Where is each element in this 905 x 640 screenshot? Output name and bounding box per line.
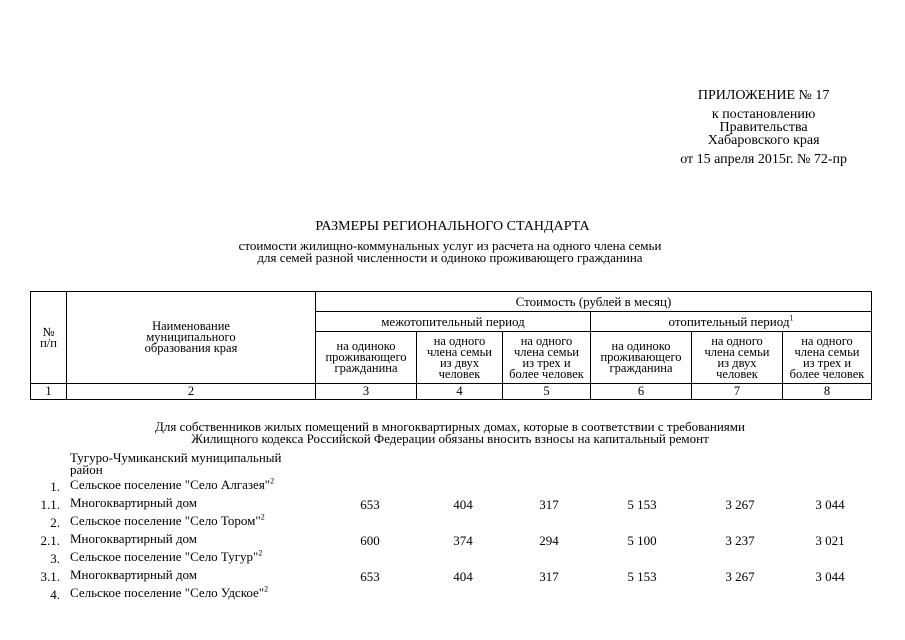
col-three-1: на одного члена семьи из трех и более человек xyxy=(503,332,591,384)
row-value: 374 xyxy=(453,533,473,548)
col-number-4: 4 xyxy=(417,384,503,400)
row-number: 3. xyxy=(50,551,60,566)
row-name-text: Многоквартирный дом xyxy=(70,531,198,546)
row-name xyxy=(70,533,197,545)
subtitle-line-1: стоимости жилищно-коммунальных услуг из расчета на одного члена семьи xyxy=(238,238,662,253)
appendix-line-2: Правительства xyxy=(719,120,808,135)
appendix-line-1: к постановлению xyxy=(711,107,816,122)
row-value: 317 xyxy=(539,497,559,512)
row-name-text: Сельское поселение "Село Удское" xyxy=(70,585,265,600)
header-cost: Стоимость (рублей в месяц) xyxy=(316,292,872,312)
row-name xyxy=(70,512,265,528)
row-footnote-mark: 2 xyxy=(258,548,263,558)
col-number-8: 8 xyxy=(783,384,872,400)
header-period-2-label: отопительный период xyxy=(668,314,790,329)
header-period-2-note: 1 xyxy=(789,313,794,323)
row-name xyxy=(70,497,197,509)
subtitle-line-2: для семей разной численности и одиноко проживающего гражданина xyxy=(257,250,643,265)
row-value: 5 153 xyxy=(627,569,657,584)
row-footnote-mark: 2 xyxy=(264,584,269,594)
col-three-2: на одного члена семьи из трех и более человек xyxy=(783,332,872,384)
col-number-3: 3 xyxy=(316,384,417,400)
appendix-date: от 15 апреля 2015г. № 72-пр xyxy=(680,152,847,167)
row-value: 3 021 xyxy=(815,533,845,548)
header-period-2 xyxy=(591,312,872,332)
row-value: 3 267 xyxy=(725,497,755,512)
row-value: 5 100 xyxy=(627,533,657,548)
row-number: 4. xyxy=(50,587,60,602)
row-number: 2. xyxy=(50,515,60,530)
document-title: РАЗМЕРЫ РЕГИОНАЛЬНОГО СТАНДАРТА xyxy=(315,219,590,234)
row-value: 600 xyxy=(360,533,380,548)
col-single-1: на одиноко проживающего гражданина xyxy=(316,332,417,384)
row-value: 404 xyxy=(453,569,473,584)
section-note xyxy=(100,421,800,445)
appendix-line-3: Хабаровского края xyxy=(707,133,820,148)
appendix-block xyxy=(680,89,847,166)
standards-table-header xyxy=(30,291,872,400)
district-line-2: район xyxy=(70,462,103,477)
row-value: 3 237 xyxy=(725,533,755,548)
row-name-text: Многоквартирный дом xyxy=(70,567,198,582)
row-value: 653 xyxy=(360,569,380,584)
table-row xyxy=(0,584,905,605)
col-number-2: 2 xyxy=(67,384,316,400)
section-note-line-2: Жилищного кодекса Российской Федерации обязаны вносить взносы на капитальный ремонт xyxy=(191,431,709,446)
district-row xyxy=(0,450,905,477)
row-number: 1. xyxy=(50,479,60,494)
col-number-1: 1 xyxy=(31,384,67,400)
row-name xyxy=(70,569,197,581)
header-num: № п/п xyxy=(31,292,67,384)
row-name-text: Сельское поселение "Село Алгазея" xyxy=(70,477,271,492)
row-value: 294 xyxy=(539,533,559,548)
appendix-title: ПРИЛОЖЕНИЕ № 17 xyxy=(697,88,830,103)
row-value: 3 267 xyxy=(725,569,755,584)
col-number-5: 5 xyxy=(503,384,591,400)
row-value: 5 153 xyxy=(627,497,657,512)
row-name-text: Сельское поселение "Село Тором" xyxy=(70,513,261,528)
row-value: 404 xyxy=(453,497,473,512)
row-number: 2.1. xyxy=(40,533,60,548)
col-number-6: 6 xyxy=(591,384,692,400)
row-name xyxy=(70,476,275,492)
row-value: 317 xyxy=(539,569,559,584)
col-two-2: на одного члена семьи из двух человек xyxy=(692,332,783,384)
header-name: Наименование муниципального образования края xyxy=(67,292,316,384)
district-line-1: Тугуро-Чумиканский муниципальный xyxy=(70,450,282,465)
row-footnote-mark: 2 xyxy=(260,512,265,522)
row-name xyxy=(70,584,269,600)
row-name-text: Сельское поселение "Село Тугур" xyxy=(70,549,259,564)
section-note-line-1: Для собственников жилых помещений в многоквартирных домах, которые в соответствии с требованиями xyxy=(155,419,745,434)
row-value: 653 xyxy=(360,497,380,512)
row-number: 3.1. xyxy=(40,569,60,584)
row-footnote-mark: 2 xyxy=(270,476,275,486)
row-value: 3 044 xyxy=(815,497,845,512)
col-two-1: на одного члена семьи из двух человек xyxy=(417,332,503,384)
row-value: 3 044 xyxy=(815,569,845,584)
header-period-1: межотопительный период xyxy=(316,312,591,332)
district-name xyxy=(70,452,281,476)
col-number-7: 7 xyxy=(692,384,783,400)
row-name-text: Многоквартирный дом xyxy=(70,495,198,510)
row-number: 1.1. xyxy=(40,497,60,512)
col-single-2: на одиноко проживающего гражданина xyxy=(591,332,692,384)
row-name xyxy=(70,548,263,564)
document-subtitle xyxy=(150,240,750,264)
